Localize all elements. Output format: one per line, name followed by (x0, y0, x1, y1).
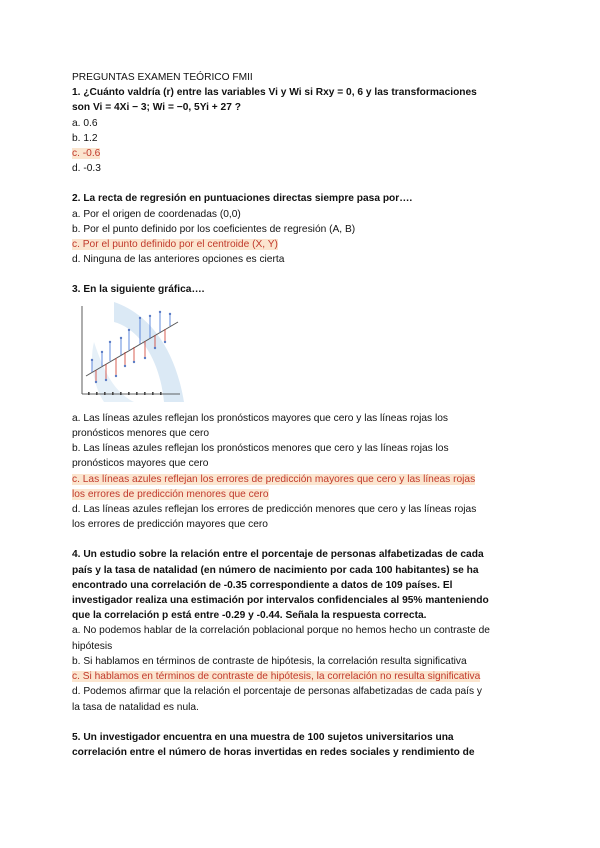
q2-option-a: a. Por el origen de coordenadas (0,0) (72, 208, 241, 220)
question-4-line-5: que la correlación p está entre -0.29 y -0.44. Señala la respuesta correcta. (72, 610, 427, 622)
q1-option-d: d. -0.3 (72, 163, 101, 175)
q3-option-b-line-1: b. Las líneas azules reflejan los pronósticos menores que cero y las líneas rojas los (72, 443, 449, 455)
exam-document (72, 70, 532, 760)
q3-option-a-line-1: a. Las líneas azules reflejan los pronósticos mayores que cero y las líneas rojas los (72, 412, 448, 424)
q1-option-c-highlighted: c. -0.6 (72, 148, 101, 160)
q2-option-b: b. Por el punto definido por los coeficientes de regresión (A, B) (72, 223, 356, 235)
q4-option-d-line-2: la tasa de natalidad es nula. (72, 701, 199, 713)
question-3: 3. En la siguiente gráfica…. (72, 284, 205, 296)
q3-option-d-line-2: los errores de predicción mayores que cero (72, 519, 268, 531)
q4-option-a (72, 623, 532, 653)
q2-option-c-highlighted: c. Por el punto definido por el centroide (X, Y) (72, 239, 278, 251)
q3-option-a (72, 411, 532, 441)
q2-option-d: d. Ninguna de las anteriores opciones es cierta (72, 254, 285, 266)
q1-option-a: a. 0.6 (72, 117, 98, 129)
scatter-plot-image (74, 302, 184, 402)
q4-option-b: b. Si hablamos en términos de contraste de hipótesis, la correlación resulta significativa (72, 655, 467, 667)
q3-option-b (72, 441, 532, 471)
q3-option-c-highlighted (72, 472, 532, 502)
q1-option-b: b. 1.2 (72, 132, 98, 144)
question-4-line-4: investigador realiza una estimación por intervalos confidenciales al 95% manteniendo (72, 595, 489, 607)
document-title: PREGUNTAS EXAMEN TEÓRICO FMII (72, 72, 253, 83)
question-2: 2. La recta de regresión en puntuaciones directas siempre pasa por…. (72, 193, 413, 205)
q4-option-c-highlighted: c. Si hablamos en términos de contraste de hipótesis, la correlación no resulta significativa (72, 671, 481, 683)
q3-option-a-line-2: pronósticos menores que cero (72, 428, 210, 440)
q3-option-c-line-1: c. Las líneas azules reflejan los errores de predicción mayores que cero y las líneas rojas (72, 473, 476, 485)
q4-option-a-line-2: hipótesis (72, 640, 113, 652)
question-5-line-2: correlación entre el número de horas invertidas en redes sociales y rendimiento de (72, 746, 475, 758)
question-4-line-1: 4. Un estudio sobre la relación entre el porcentaje de personas alfabetizadas de cada (72, 549, 484, 561)
question-1-line-2: son Vi = 4Xi − 3; Wi = −0, 5Yi + 27 ? (72, 102, 241, 114)
q4-option-d-line-1: d. Podemos afirmar que la relación el porcentaje de personas alfabetizadas de cada país y (72, 686, 483, 698)
question-5-line-1: 5. Un investigador encuentra en una muestra de 100 sujetos universitarios una (72, 731, 454, 743)
q3-option-d (72, 502, 532, 532)
question-1-line-1: 1. ¿Cuánto valdría (r) entre las variables Vi y Wi si Rxy = 0, 6 y las transformaciones (72, 87, 477, 99)
q3-option-c-line-2: los errores de predicción menores que cero (72, 488, 269, 500)
q4-option-d (72, 684, 532, 714)
question-4-line-3: encontrado una correlación de -0.35 correspondiente a datos de 109 países. El (72, 579, 453, 591)
q3-option-b-line-2: pronósticos mayores que cero (72, 458, 209, 470)
q3-option-d-line-1: d. Las líneas azules reflejan los errores de predicción menores que cero y las líneas rojas (72, 504, 477, 516)
q4-option-a-line-1: a. No podemos hablar de la correlación poblacional porque no hemos hecho un contraste de (72, 625, 490, 637)
question-4-line-2: país y la tasa de natalidad (en número de nacimiento por cada 100 habitantes) se ha (72, 564, 479, 576)
